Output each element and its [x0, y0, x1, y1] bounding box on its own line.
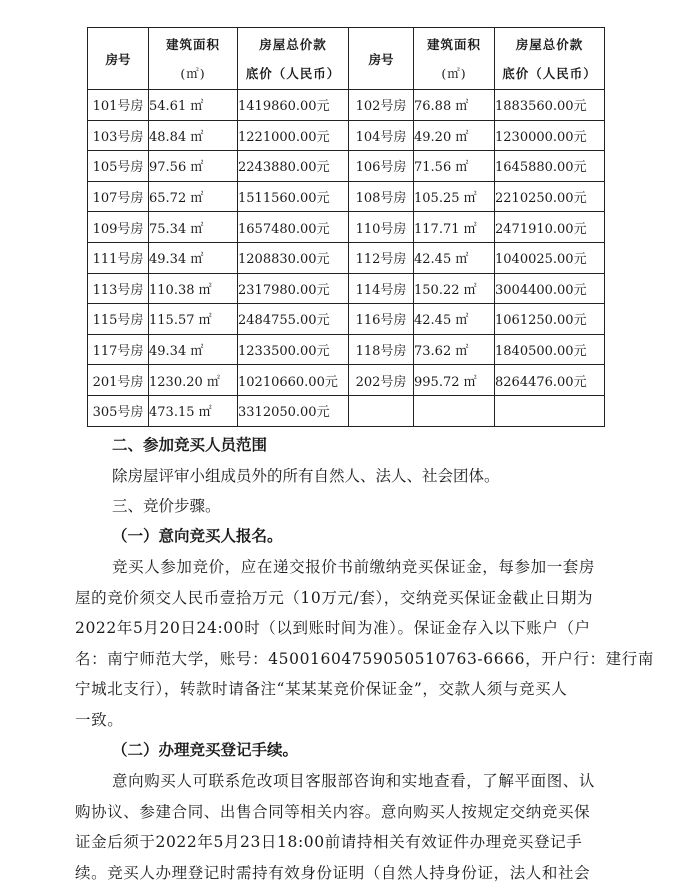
base-price-cell: 1419860.00元 [238, 90, 349, 121]
floor-area-cell: 71.56 ㎡ [414, 151, 495, 182]
base-price-cell: 2210250.00元 [495, 181, 605, 212]
table-row [88, 395, 605, 426]
base-price-cell: 2484755.00元 [238, 304, 349, 335]
room-number-cell: 107号房 [88, 181, 149, 212]
room-number-cell: 116号房 [349, 304, 414, 335]
floor-area-cell: 42.45 ㎡ [414, 242, 495, 273]
table-row [88, 181, 605, 212]
step-2-title: （二）办理竞买登记手续。 [112, 740, 299, 759]
floor-area-cell: 1230.20 ㎡ [149, 365, 238, 396]
section-3-heading: 三、竞价步骤。 [112, 497, 221, 515]
room-number-cell: 102号房 [349, 90, 414, 121]
header-area: 建筑面积 (㎡) [149, 28, 238, 90]
table-row [88, 90, 605, 121]
base-price-cell [495, 395, 605, 426]
paragraph-line: 购协议、参建合同、出售合同等相关内容。意向购买人按规定交纳竞买保 [75, 802, 591, 821]
floor-area-cell: 42.45 ㎡ [414, 304, 495, 335]
header-area-2: 建筑面积 (㎡) [414, 28, 495, 90]
room-number-cell: 117号房 [88, 334, 149, 365]
room-number-cell: 108号房 [349, 181, 414, 212]
paragraph-line: 屋的竞价须交人民币壹拾万元（10万元/套），交纳竞买保证金截止日期为 [75, 588, 594, 607]
header-price-2: 房屋总价款 底价（人民币） [495, 28, 605, 90]
floor-area-cell: 150.22 ㎡ [414, 273, 495, 304]
table-header-row [88, 28, 605, 90]
paragraph-line: 续。竞买人办理登记时需持有效身份证明（自然人持身份证，法人和社会 [75, 863, 591, 882]
room-number-cell: 103号房 [88, 120, 149, 151]
room-number-cell: 201号房 [88, 365, 149, 396]
paragraph-line: 竞买人参加竞价，应在递交报价书前缴纳竞买保证金，每参加一套房 [112, 558, 596, 576]
table-row [88, 120, 605, 151]
floor-area-cell: 105.25 ㎡ [414, 181, 495, 212]
floor-area-cell: 65.72 ㎡ [149, 181, 238, 212]
room-number-cell: 202号房 [349, 365, 414, 396]
paragraph-line: 证金后须于2022年5月23日18:00前请持相关有效证件办理竞买登记手 [75, 833, 583, 852]
paragraph-line: 一致。 [75, 711, 124, 729]
room-number-cell: 111号房 [88, 242, 149, 273]
section-2-body: 除房屋评审小组成员外的所有自然人、法人、社会团体。 [112, 467, 500, 485]
floor-area-cell [414, 395, 495, 426]
table-row [88, 273, 605, 304]
header-room-2: 房号 [349, 28, 414, 90]
table-row [88, 365, 605, 396]
room-number-cell: 305号房 [88, 395, 149, 426]
floor-area-cell: 49.20 ㎡ [414, 120, 495, 151]
base-price-cell: 2317980.00元 [238, 273, 349, 304]
paragraph-line: 名：南宁师范大学，账号：45001604759050510763-6666，开户行：建行南 [75, 649, 654, 668]
base-price-cell: 1840500.00元 [495, 334, 605, 365]
base-price-cell: 8264476.00元 [495, 365, 605, 396]
floor-area-cell: 73.62 ㎡ [414, 334, 495, 365]
floor-area-cell: 995.72 ㎡ [414, 365, 495, 396]
paragraph-line: 宁城北支行），转款时请备注“某某某竞价保证金”，交款人须与竞买人 [75, 680, 568, 699]
base-price-cell: 3004400.00元 [495, 273, 605, 304]
room-number-cell [349, 395, 414, 426]
floor-area-cell: 117.71 ㎡ [414, 212, 495, 243]
paragraph-line: 意向购买人可联系危改项目客服部咨询和实地查看，了解平面图、认 [112, 772, 596, 790]
base-price-cell: 2471910.00元 [495, 212, 605, 243]
base-price-cell: 1208830.00元 [238, 242, 349, 273]
room-number-cell: 113号房 [88, 273, 149, 304]
base-price-cell: 1040025.00元 [495, 242, 605, 273]
base-price-cell: 1645880.00元 [495, 151, 605, 182]
room-number-cell: 106号房 [349, 151, 414, 182]
base-price-cell: 1221000.00元 [238, 120, 349, 151]
table-row [88, 242, 605, 273]
base-price-cell: 1233500.00元 [238, 334, 349, 365]
room-number-cell: 112号房 [349, 242, 414, 273]
step-1-title: （一）意向竞买人报名。 [112, 526, 283, 545]
header-price: 房屋总价款 底价（人民币） [238, 28, 349, 90]
floor-area-cell: 76.88 ㎡ [414, 90, 495, 121]
room-number-cell: 110号房 [349, 212, 414, 243]
base-price-cell: 1511560.00元 [238, 181, 349, 212]
floor-area-cell: 49.34 ㎡ [149, 334, 238, 365]
floor-area-cell: 473.15 ㎡ [149, 395, 238, 426]
floor-area-cell: 54.61 ㎡ [149, 90, 238, 121]
base-price-cell: 2243880.00元 [238, 151, 349, 182]
floor-area-cell: 48.84 ㎡ [149, 120, 238, 151]
room-number-cell: 114号房 [349, 273, 414, 304]
room-number-cell: 109号房 [88, 212, 149, 243]
table-row [88, 212, 605, 243]
room-number-cell: 105号房 [88, 151, 149, 182]
paragraph-line: 2022年5月20日24:00时（以到账时间为准）。保证金存入以下账户（户 [75, 619, 591, 638]
base-price-cell: 1657480.00元 [238, 212, 349, 243]
floor-area-cell: 97.56 ㎡ [149, 151, 238, 182]
floor-area-cell: 115.57 ㎡ [149, 304, 238, 335]
room-number-cell: 104号房 [349, 120, 414, 151]
section-2-heading: 二、参加竞买人员范围 [112, 435, 268, 454]
floor-area-cell: 49.34 ㎡ [149, 242, 238, 273]
base-price-cell: 1230000.00元 [495, 120, 605, 151]
floor-area-cell: 110.38 ㎡ [149, 273, 238, 304]
table-row [88, 304, 605, 335]
room-number-cell: 101号房 [88, 90, 149, 121]
room-number-cell: 115号房 [88, 304, 149, 335]
base-price-cell: 10210660.00元 [238, 365, 349, 396]
header-room: 房号 [88, 28, 149, 90]
room-price-table [87, 27, 605, 427]
table-row [88, 334, 605, 365]
base-price-cell: 1883560.00元 [495, 90, 605, 121]
base-price-cell: 1061250.00元 [495, 304, 605, 335]
room-number-cell: 118号房 [349, 334, 414, 365]
table-row [88, 151, 605, 182]
base-price-cell: 3312050.00元 [238, 395, 349, 426]
floor-area-cell: 75.34 ㎡ [149, 212, 238, 243]
